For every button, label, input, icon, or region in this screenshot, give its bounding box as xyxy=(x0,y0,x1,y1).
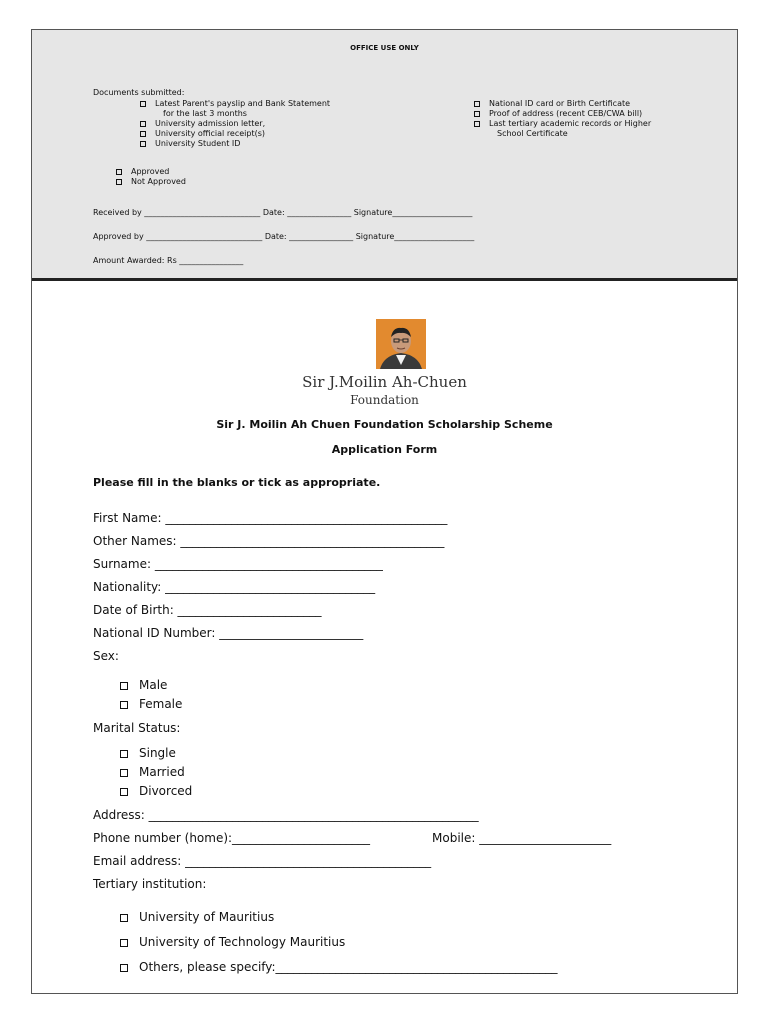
checkbox-icon xyxy=(116,169,122,175)
checkbox-icon xyxy=(120,914,128,922)
office-use-title: OFFICE USE ONLY xyxy=(350,44,419,52)
checkbox-icon xyxy=(120,701,128,709)
marital-option-divorced[interactable]: Divorced xyxy=(120,784,192,798)
doc-checkbox-admission-letter[interactable]: University admission letter, xyxy=(140,119,265,128)
marital-option-married[interactable]: Married xyxy=(120,765,185,779)
doc-checkbox-proof-address[interactable]: Proof of address (recent CEB/CWA bill) xyxy=(474,109,642,118)
checkbox-icon xyxy=(140,131,146,137)
institution-option-uom[interactable]: University of Mauritius xyxy=(120,910,274,924)
checkbox-icon xyxy=(120,788,128,796)
foundation-name: Sir J.Moilin Ah-Chuen xyxy=(302,373,467,391)
doc-checkbox-academic-records[interactable]: Last tertiary academic records or Higher xyxy=(474,119,651,128)
amount-awarded-row[interactable]: Amount Awarded: Rs ________________ xyxy=(93,256,244,265)
tertiary-institution-label: Tertiary institution: xyxy=(93,877,207,891)
phone-home-field[interactable]: Phone number (home):_______________________ xyxy=(93,831,371,845)
marital-status-label: Marital Status: xyxy=(93,721,181,735)
approved-by-row[interactable]: Approved by _____________________________ Date: ________________ Signature____________________ xyxy=(93,232,475,241)
status-checkbox-not-approved[interactable]: Not Approved xyxy=(116,177,186,186)
checkbox-icon xyxy=(120,769,128,777)
checkbox-icon xyxy=(116,179,122,185)
sex-label: Sex: xyxy=(93,649,119,663)
doc-payslip-continuation: for the last 3 months xyxy=(163,109,247,118)
checkbox-icon xyxy=(120,750,128,758)
checkbox-icon xyxy=(140,141,146,147)
institution-option-utm[interactable]: University of Technology Mauritius xyxy=(120,935,345,949)
address-field[interactable]: Address: _______________________________________________________ xyxy=(93,808,479,822)
nationality-field[interactable]: Nationality: ___________________________________ xyxy=(93,580,376,594)
doc-checkbox-receipt[interactable]: University official receipt(s) xyxy=(140,129,265,138)
checkbox-icon xyxy=(140,101,146,107)
other-names-field[interactable]: Other Names: ____________________________________________ xyxy=(93,534,445,548)
portrait-icon xyxy=(376,319,426,369)
first-name-field[interactable]: First Name: _______________________________________________ xyxy=(93,511,448,525)
institution-option-others[interactable]: Others, please specify:_______________________________________________ xyxy=(120,960,558,974)
scheme-title: Sir J. Moilin Ah Chuen Foundation Scholarship Scheme xyxy=(216,418,553,431)
foundation-name-line2: Foundation xyxy=(350,393,419,407)
founder-portrait-logo xyxy=(376,319,426,369)
checkbox-icon xyxy=(474,121,480,127)
checkbox-icon xyxy=(140,121,146,127)
checkbox-icon xyxy=(120,939,128,947)
surname-field[interactable]: Surname: ______________________________________ xyxy=(93,557,383,571)
date-of-birth-field[interactable]: Date of Birth: ________________________ xyxy=(93,603,322,617)
checkbox-icon xyxy=(474,111,480,117)
doc-academic-continuation: School Certificate xyxy=(497,129,568,138)
doc-checkbox-student-id[interactable]: University Student ID xyxy=(140,139,240,148)
sex-option-male[interactable]: Male xyxy=(120,678,167,692)
documents-submitted-label: Documents submitted: xyxy=(93,88,185,97)
marital-option-single[interactable]: Single xyxy=(120,746,176,760)
form-instruction: Please fill in the blanks or tick as appropriate. xyxy=(93,476,381,489)
checkbox-icon xyxy=(120,682,128,690)
national-id-field[interactable]: National ID Number: ________________________ xyxy=(93,626,364,640)
sex-option-female[interactable]: Female xyxy=(120,697,182,711)
mobile-field[interactable]: Mobile: ______________________ xyxy=(432,831,612,845)
status-checkbox-approved[interactable]: Approved xyxy=(116,167,169,176)
checkbox-icon xyxy=(474,101,480,107)
office-use-section xyxy=(32,30,737,281)
received-by-row[interactable]: Received by _____________________________ Date: ________________ Signature____________________ xyxy=(93,208,473,217)
checkbox-icon xyxy=(120,964,128,972)
doc-checkbox-national-id[interactable]: National ID card or Birth Certificate xyxy=(474,99,630,108)
form-page xyxy=(31,29,738,994)
form-title: Application Form xyxy=(331,443,438,456)
email-field[interactable]: Email address: _________________________________________ xyxy=(93,854,432,868)
doc-checkbox-payslip[interactable]: Latest Parent's payslip and Bank Statement xyxy=(140,99,330,108)
